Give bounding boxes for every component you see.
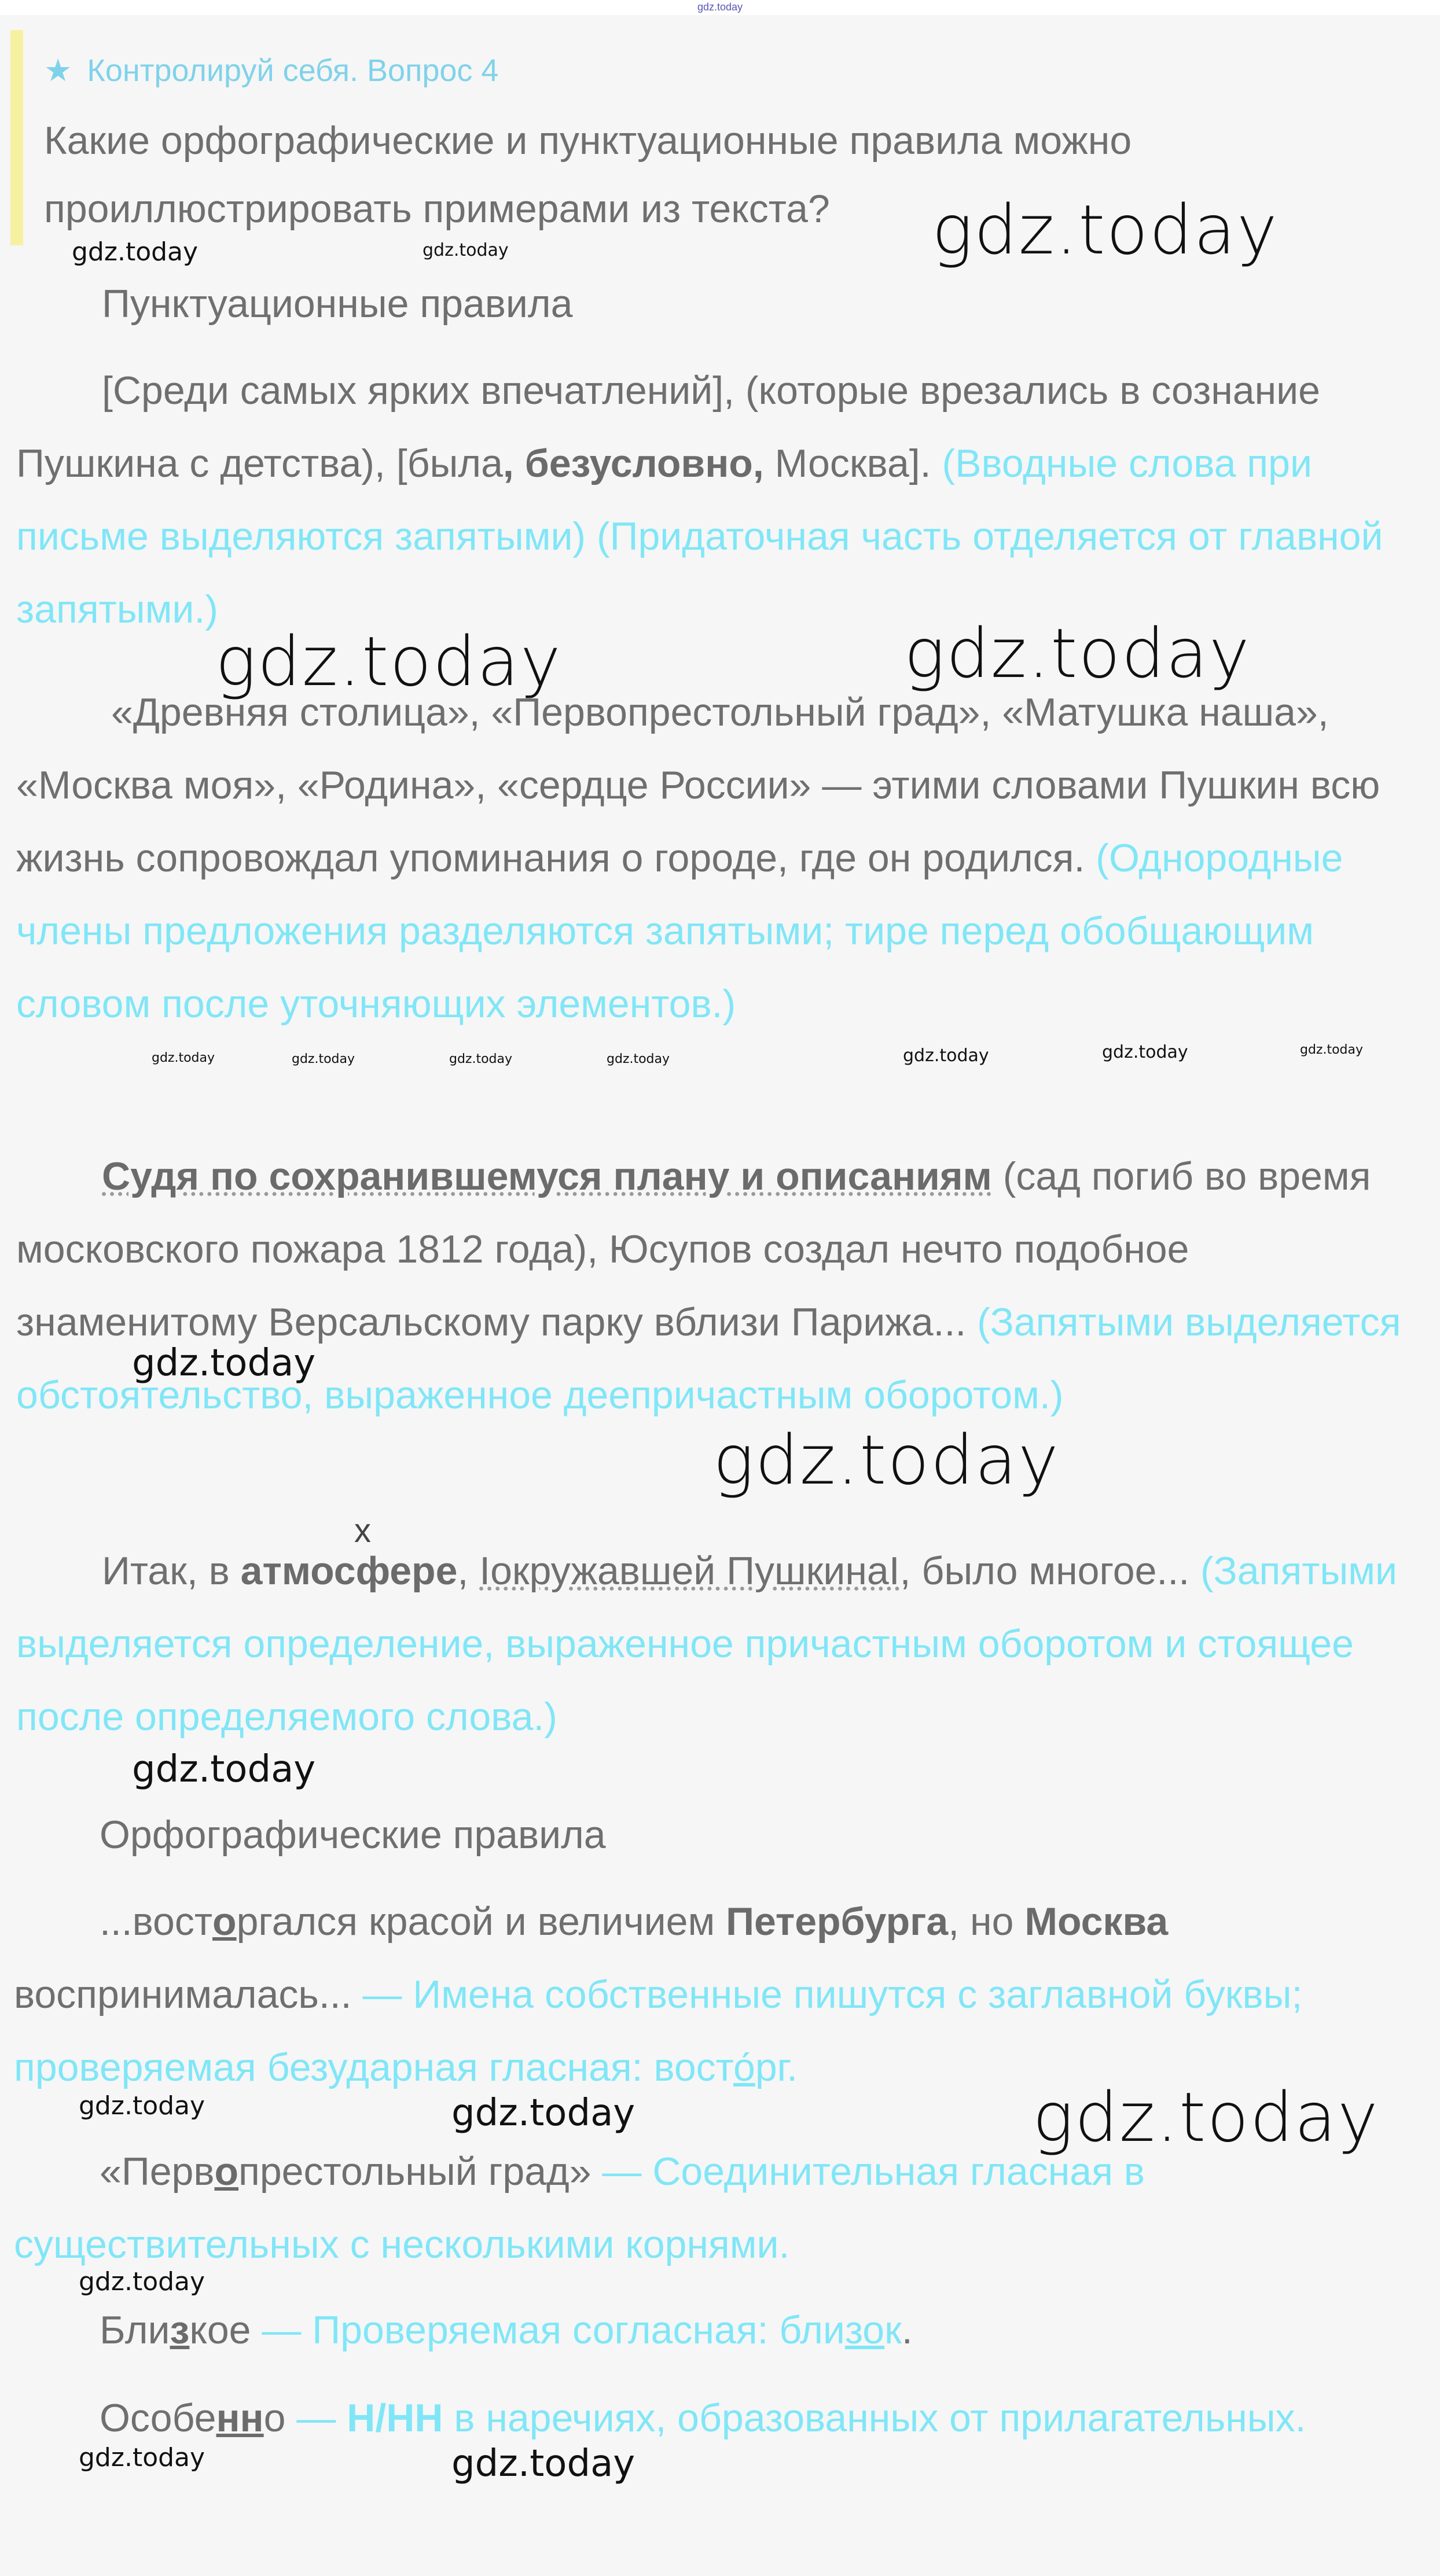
watermark: gdz.today xyxy=(215,621,562,701)
ortho-example-4: Особенно — Н/НН в наречиях, образованных от прилагательных. xyxy=(100,2396,1306,2440)
watermark: gdz.today xyxy=(1102,1042,1188,1062)
watermark: gdz.today xyxy=(451,2442,635,2485)
watermark: gdz.today xyxy=(79,2091,205,2121)
ortho-example-1: ...восторгался красой и величием Петербурга, но Москва воспринималась... — Имена собственные пишутся с заглавной буквы; проверяемая безударная гласная: восто́рг. xyxy=(14,1900,1303,2089)
watermark: gdz.today xyxy=(932,190,1279,270)
question-text: Какие орфографические и пунктуационные правила можно проиллюстрировать примерами из текста? xyxy=(44,119,1132,231)
orthography-heading: Орфографические правила xyxy=(100,1813,606,1857)
punct-example-1: [Среди самых ярких впечатлений], (которые врезались в сознание Пушкина с детства), [была, безусловно, Москва]. (Вводные слова при письме выделяются запятыми) (Придаточная часть отделяется от главной запятыми.) xyxy=(16,369,1383,631)
punct-example-3-note: (Запятыми выделяется обстоятельство, выраженное деепричастным оборотом.) xyxy=(16,1300,1401,1417)
watermark: gdz.today xyxy=(423,240,509,260)
watermark: gdz.today xyxy=(132,1342,316,1385)
punct-example-3: Судя по сохранившемуся плану и описаниям (сад погиб во время московского пожара 1812 года), Юсупов создал нечто подобное знаменитому Версальскому парку вблизи Парижа... (Запятыми выделяется обстоятельство, выраженное деепричастным оборотом.) xyxy=(16,1154,1401,1417)
watermark: gdz.today xyxy=(904,613,1251,693)
watermark: gdz.today xyxy=(72,237,199,267)
top-site-mark: gdz.today xyxy=(697,1,743,13)
watermark: gdz.today xyxy=(152,1051,215,1065)
watermark: gdz.today xyxy=(132,1748,316,1791)
punct-example-1-note: (Вводные слова при письме выделяются запятыми) (Придаточная часть отделяется от главной запятыми.) xyxy=(16,441,1383,631)
watermark: gdz.today xyxy=(449,1052,513,1066)
punct-example-2-note: (Однородные члены предложения разделяются запятыми; тире перед обобщающим словом после уточняющих элементов.) xyxy=(16,836,1343,1026)
ortho-example-2: «Первопрестольный град» — Соединительная гласная в существительных с несколькими корнями. xyxy=(14,2150,1145,2266)
cross-mark: x xyxy=(354,1512,371,1550)
question-title xyxy=(44,47,498,94)
punct-example-4-note: (Запятыми выделяется определение, выраженное причастным оборотом и стоящее после определяемого слова.) xyxy=(16,1549,1397,1739)
watermark: gdz.today xyxy=(713,1420,1060,1500)
watermark: gdz.today xyxy=(451,2092,635,2135)
question-accent-bar xyxy=(10,30,23,245)
watermark: gdz.today xyxy=(292,1052,355,1066)
watermark: gdz.today xyxy=(79,2267,205,2297)
star-icon: ★ xyxy=(44,53,72,88)
watermark: gdz.today xyxy=(1300,1043,1364,1057)
punctuation-heading: Пунктуационные правила xyxy=(102,282,573,326)
ortho-example-3: Близкое — Проверяемая согласная: близок. xyxy=(100,2308,913,2352)
watermark: gdz.today xyxy=(607,1052,670,1066)
watermark: gdz.today xyxy=(79,2443,205,2472)
punct-example-2: «Древняя столица», «Первопрестольный град», «Матушка наша», «Москва моя», «Родина», «сердце России» — этими словами Пушкин всю жизнь сопровождал упоминания о городе, где он родился. (Однородные члены предложения разделяются запятыми; тире перед обобщающим словом после уточняющих элементов.) xyxy=(16,690,1380,1026)
participial-phrase: Iокружавшей ПушкинаI xyxy=(479,1549,900,1593)
punct-example-4: Итак, в атмосфере, Iокружавшей ПушкинаI, было многое... (Запятыми выделяется определение, выраженное причастным оборотом и стоящее после определяемого слова.) xyxy=(16,1549,1397,1739)
question-title-text: Контролируй себя. Вопрос 4 xyxy=(87,53,499,88)
watermark: gdz.today xyxy=(903,1046,989,1066)
adverbial-phrase: Судя по сохранившемуся плану и описаниям xyxy=(102,1154,992,1198)
watermark: gdz.today xyxy=(1033,2077,1379,2157)
